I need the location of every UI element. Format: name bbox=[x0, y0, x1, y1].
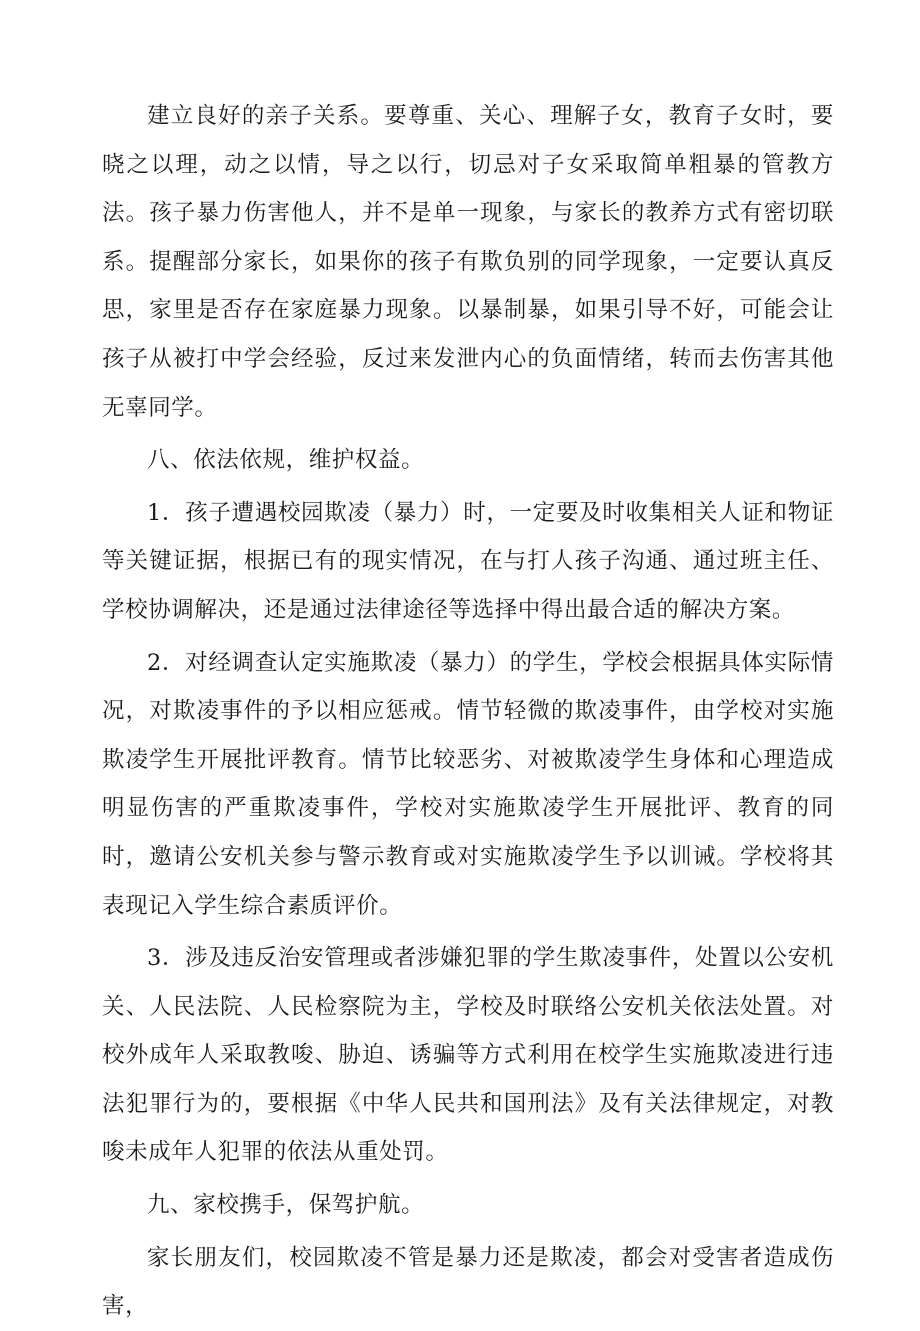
paragraph-item-3: 3．涉及违反治安管理或者涉嫌犯罪的学生欺凌事件，处置以公安机关、人民法院、人民检察院为主，学校及时联络公安机关依法处置。对校外成年人采取教唆、胁迫、诱骗等方式利用在校学生实施欺凌进行违法犯罪行为的，要根据《中华人民共和国刑法》及有关法律规定，对教唆未成年人犯罪的依法从重处罚。 bbox=[102, 945, 834, 1166]
section-heading-nine: 九、家校携手，保驾护航。 bbox=[147, 1192, 425, 1219]
section-heading-eight: 八、依法依规，维护权益。 bbox=[147, 447, 425, 474]
paragraph-item-1: 1．孩子遭遇校园欺凌（暴力）时，一定要及时收集相关人证和物证等关键证据，根据已有的现实情况，在与打人孩子沟通、通过班主任、学校协调解决，还是通过法律途径等选择中得出最合适的解决方案。 bbox=[102, 499, 834, 623]
paragraph-parent-child-relationship: 建立良好的亲子关系。要尊重、关心、理解子女，教育子女时，要晓之以理，动之以情，导之以行，切忌对子女采取简单粗暴的管教方法。孩子暴力伤害他人，并不是单一现象，与家长的教养方式有密切联系。提醒部分家长，如果你的孩子有欺负别的同学现象，一定要认真反思，家里是否存在家庭暴力现象。以暴制暴，如果引导不好，可能会让孩子从被打中学会经验，反过来发泄内心的负面情绪，转而去伤害其他无辜同学。 bbox=[102, 103, 834, 421]
document-body bbox=[102, 92, 834, 1331]
paragraph-item-2: 2．对经调查认定实施欺凌（暴力）的学生，学校会根据具体实际情况，对欺凌事件的予以相应惩戒。情节轻微的欺凌事件，由学校对实施欺凌学生开展批评教育。情节比较恶劣、对被欺凌学生身体和心理造成明显伤害的严重欺凌事件，学校对实施欺凌学生开展批评、教育的同时，邀请公安机关参与警示教育或对实施欺凌学生予以训诫。学校将其表现记入学生综合素质评价。 bbox=[102, 649, 834, 919]
paragraph-parents-address: 家长朋友们，校园欺凌不管是暴力还是欺凌，都会对受害者造成伤害， bbox=[102, 1244, 834, 1320]
